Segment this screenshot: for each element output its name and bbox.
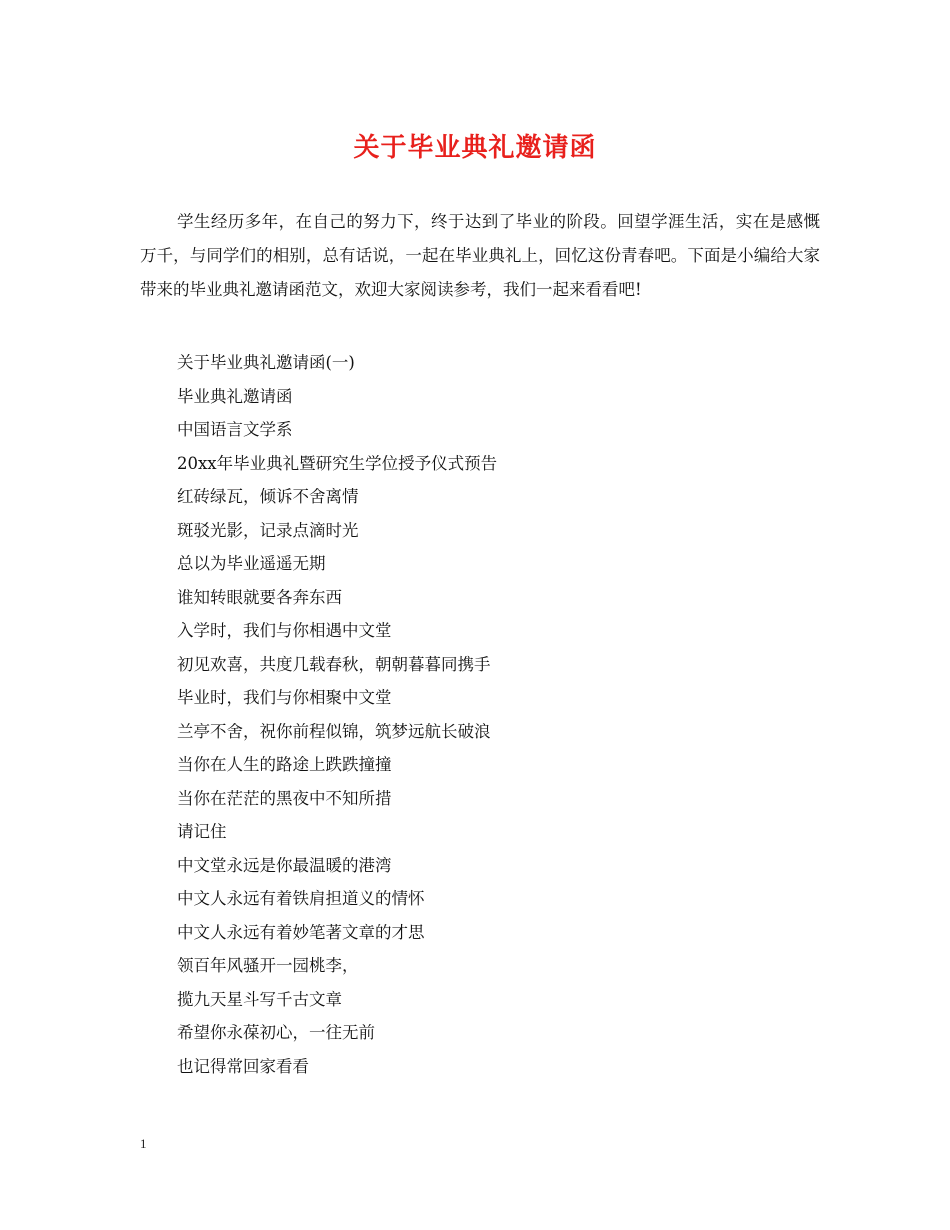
text-line: 总以为毕业遥遥无期 bbox=[177, 554, 326, 573]
text-line: 当你在人生的路途上跌跌撞撞 bbox=[177, 755, 392, 774]
text-line: 初见欢喜，共度几载春秋，朝朝暮暮同携手 bbox=[177, 654, 491, 674]
intro-paragraph: 学生经历多年，在自己的努力下，终于达到了毕业的阶段。回望学涯生活，实在是感慨万千，与同学们的相别，总有话说，一起在毕业典礼上，回忆这份青春吧。下面是小编给大家带来的毕业典礼邀请函范文，欢迎大家阅读参考，我们一起来看看吧! bbox=[140, 212, 820, 299]
text-line: 揽九天星斗写千古文章 bbox=[177, 989, 342, 1009]
text-line: 兰亭不舍，祝你前程似锦，筑梦远航长破浪 bbox=[177, 721, 491, 741]
text-line: 中文堂永远是你最温暖的港湾 bbox=[177, 855, 392, 875]
text-line: 希望你永葆初心，一往无前 bbox=[177, 1023, 375, 1042]
text-line: 领百年风骚开一园桃李， bbox=[177, 956, 359, 975]
page-number: 1 bbox=[140, 1136, 147, 1151]
text-line: 当你在茫茫的黑夜中不知所措 bbox=[177, 788, 392, 808]
text-line: 20xx年毕业典礼暨研究生学位授予仪式预告 bbox=[177, 453, 498, 473]
text-line: 谁知转眼就要各奔东西 bbox=[177, 587, 342, 607]
text-line: 中文人永远有着铁肩担道义的情怀 bbox=[177, 889, 425, 908]
text-line: 斑驳光影，记录点滴时光 bbox=[177, 520, 359, 540]
text-line: 关于毕业典礼邀请函(一) bbox=[177, 353, 355, 372]
text-line: 毕业典礼邀请函 bbox=[177, 386, 293, 406]
text-line: 中文人永远有着妙笔著文章的才思 bbox=[177, 922, 425, 942]
text-line: 请记住 bbox=[177, 822, 227, 841]
text-line: 毕业时，我们与你相聚中文堂 bbox=[177, 688, 392, 707]
text-line: 入学时，我们与你相遇中文堂 bbox=[177, 621, 392, 640]
page-title: 关于毕业典礼邀请函 bbox=[353, 133, 597, 163]
text-line: 红砖绿瓦，倾诉不舍离情 bbox=[177, 487, 359, 506]
text-line: 也记得常回家看看 bbox=[177, 1056, 309, 1076]
invitation-lines bbox=[177, 346, 817, 1083]
text-line: 中国语言文学系 bbox=[177, 420, 293, 439]
